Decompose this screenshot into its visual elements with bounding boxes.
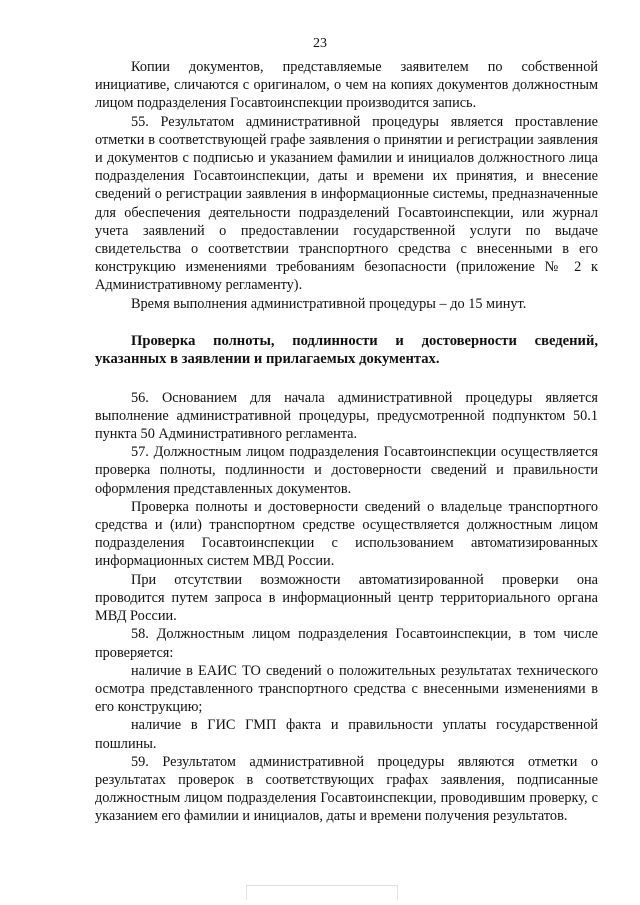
paragraph-57-request: При отсутствии возможности автоматизированной проверки она проводится путем запроса в информационный центр территориального органа МВД России. <box>95 571 598 625</box>
paragraph-59: 59. Результатом административной процедуры являются отметки о результатах проверок в соответствующих графах заявления, подписанные должностным лицом подразделения Госавтоинспекции, проводившим проверку, с указанием его фамилии и инициалов, даты и времени получения результатов. <box>95 753 598 825</box>
paragraph-58-eaisto: наличие в ЕАИС ТО сведений о положительных результатах технического осмотра представленного транспортного средства с внесенными изменениями в его конструкцию; <box>95 662 598 716</box>
section-heading: Проверка полноты, подлинности и достоверности сведений, указанных в заявлении и прилагаемых документах. <box>95 332 598 368</box>
paragraph-57-verification: Проверка полноты и достоверности сведений о владельце транспортного средства и (или) транспортном средстве осуществляется должностным лицом подразделения Госавтоинспекции с использованием автоматизированных информационных систем МВД России. <box>95 498 598 570</box>
document-body <box>95 58 598 826</box>
paragraph-58: 58. Должностным лицом подразделения Госавтоинспекции, в том числе проверяется: <box>95 626 598 661</box>
paragraph-58-gisgmp: наличие в ГИС ГМП факта и правильности уплаты государственной пошлины. <box>95 717 598 752</box>
paragraph-56: 56. Основанием для начала административной процедуры является выполнение административной процедуры, предусмотренной подпунктом 50.1 пункта 50 Административного регламента. <box>95 389 598 443</box>
paragraph-57: 57. Должностным лицом подразделения Госавтоинспекции осуществляется проверка полноты, подлинности и достоверности сведений и правильности оформления представленных документов. <box>95 444 598 497</box>
paragraph-copies: Копии документов, представляемые заявителем по собственной инициативе, сличаются с оригиналом, о чем на копиях документов должностным лицом подразделения Госавтоинспекции производится запись. <box>95 59 598 112</box>
paragraph-time: Время выполнения административной процедуры – до 15 минут. <box>131 295 527 312</box>
page-number: 23 <box>313 36 327 51</box>
paragraph-55: 55. Результатом административной процедуры является проставление отметки в соответствующей графе заявления о принятии и регистрации заявления и документов с подписью и указанием фамилии и инициалов должностного лица подразделения Госавтоинспекции, даты и времени их принятия, и внесение сведений о регистрации заявления в информационные системы, предназначенные для обеспечения деятельности подразделений Госавтоинспекции, или журнал учета заявлений о предоставлении государственной услуги по выдаче свидетельства о соответствии транспортного средства с внесенными в его конструкцию изменениями требованиям безопасности (приложение № 2 к Административному регламенту). <box>95 113 598 294</box>
scan-artifact <box>246 885 398 900</box>
